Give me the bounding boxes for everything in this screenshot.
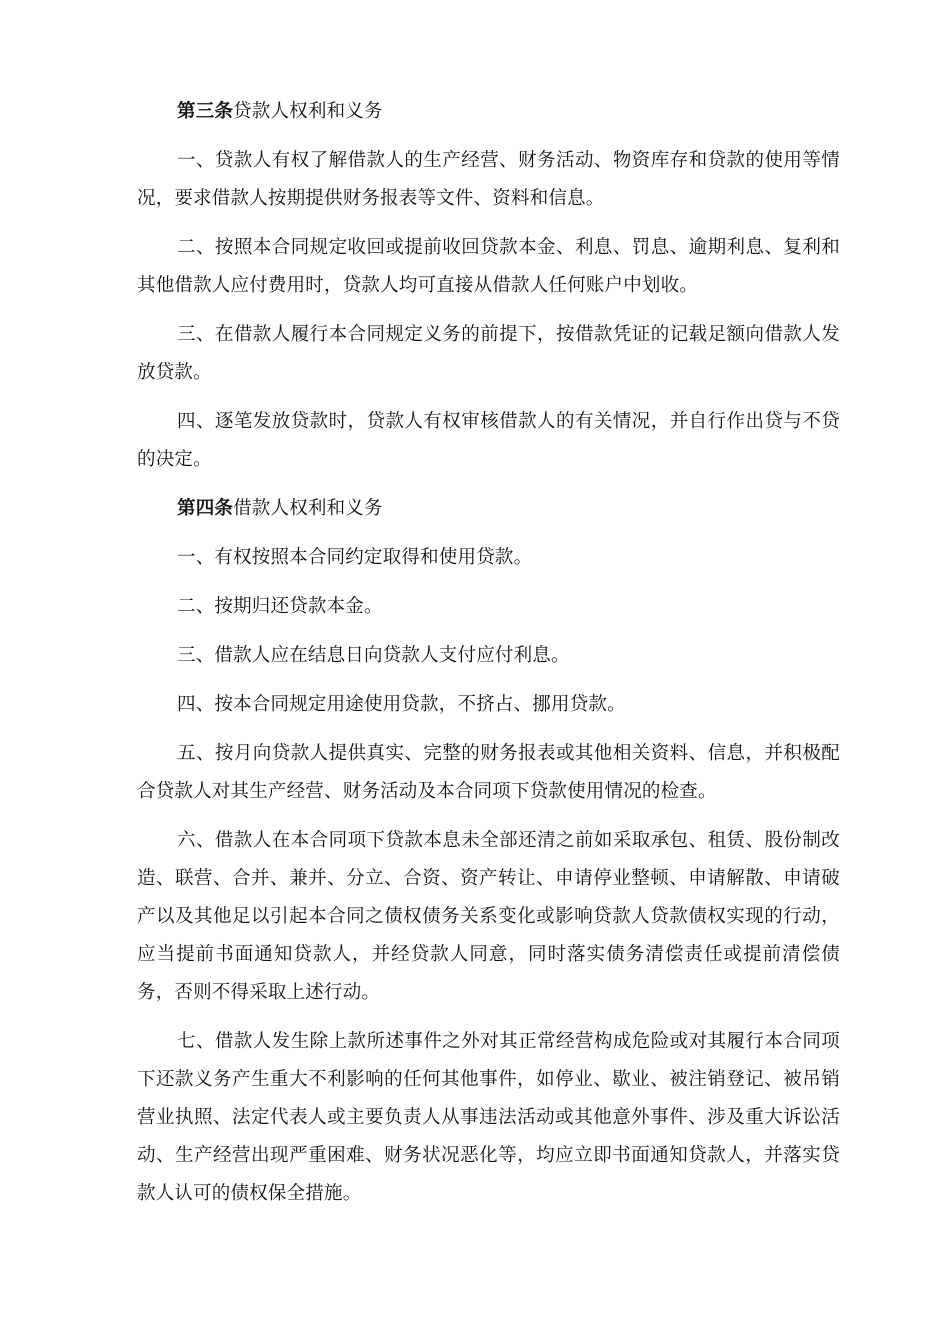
document-page <box>137 93 840 1224</box>
section3-item-3: 三、在借款人履行本合同规定义务的前提下，按借款凭证的记载足额向借款人发放贷款。 <box>137 324 840 383</box>
section4-item-1: 一、有权按照本合同约定取得和使用贷款。 <box>177 547 533 568</box>
section4-item-4: 四、按本合同规定用途使用贷款，不挤占、挪用贷款。 <box>177 694 626 715</box>
section4-heading <box>137 490 840 528</box>
section4-item-3: 三、借款人应在结息日向贷款人支付应付利息。 <box>177 645 570 666</box>
section4-item-6: 六、借款人在本合同项下贷款本息未全部还清之前如采取承包、租赁、股份制改造、联营、合并、兼并、分立、合资、资产转让、申请停业整顿、申请解散、申请破产以及其他足以引起本合同之债权债务关系变化或影响贷款人贷款债权实现的行动，应当提前书面通知贷款人，并经贷款人同意，同时落实债务清偿责任或提前清偿债务，否则不得采取上述行动。 <box>137 830 840 1003</box>
section4-heading-title: 借款人权利和义务 <box>233 498 383 519</box>
section3-heading-title: 贷款人权利和义务 <box>233 101 383 122</box>
section4-item-7: 七、借款人发生除上款所述事件之外对其正常经营构成危险或对其履行本合同项下还款义务产生重大不利影响的任何其他事件，如停业、歇业、被注销登记、被吊销营业执照、法定代表人或主要负责人从事违法活动或其他意外事件、涉及重大诉讼活动、生产经营出现严重困难、财务状况恶化等，均应立即书面通知贷款人，并落实贷款人认可的债权保全措施。 <box>137 1031 840 1204</box>
section3-item-1: 一、贷款人有权了解借款人的生产经营、财务活动、物资库存和贷款的使用等情况，要求借款人按期提供财务报表等文件、资料和信息。 <box>137 150 840 209</box>
section4-item-2: 二、按期归还贷款本金。 <box>177 596 383 617</box>
section4-item-5: 五、按月向贷款人提供真实、完整的财务报表或其他相关资料、信息，并积极配合贷款人对其生产经营、财务活动及本合同项下贷款使用情况的检查。 <box>137 743 840 802</box>
section3-item-4: 四、逐笔发放贷款时，贷款人有权审核借款人的有关情况，并自行作出贷与不贷的决定。 <box>137 411 840 470</box>
section3-heading <box>137 93 840 131</box>
section3-item-2: 二、按照本合同规定收回或提前收回贷款本金、利息、罚息、逾期利息、复利和其他借款人应付费用时，贷款人均可直接从借款人任何账户中划收。 <box>137 237 840 296</box>
section3-heading-number: 第三条 <box>177 101 234 122</box>
section4-heading-number: 第四条 <box>177 498 234 519</box>
